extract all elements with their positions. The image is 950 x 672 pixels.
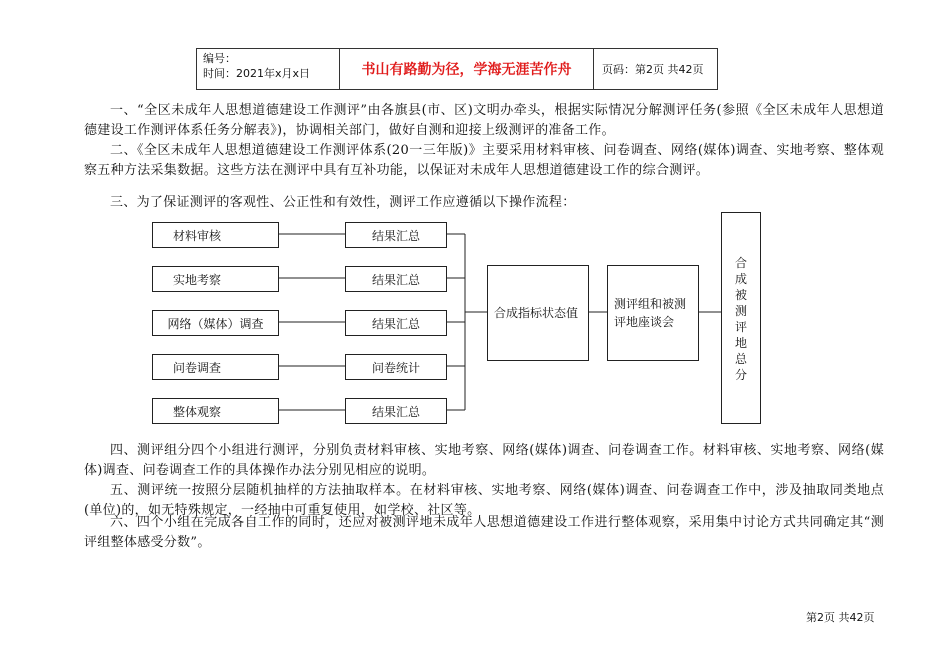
final-score-box xyxy=(721,212,761,424)
paragraph-3-text: 三、为了保证测评的客观性、公正性和有效性，测评工作应遵循以下操作流程： xyxy=(110,195,576,210)
result-box-3: 结果汇总 xyxy=(345,310,447,336)
discussion-box: 测评组和被测评地座谈会 xyxy=(607,265,699,361)
result-box-4: 问卷统计 xyxy=(345,354,447,380)
final-score-char: 被 xyxy=(734,288,747,302)
final-score-char: 评 xyxy=(734,320,747,334)
time-label: 时间：2021年x月x日 xyxy=(203,67,311,80)
final-score-char: 合 xyxy=(734,256,747,270)
final-score-char: 成 xyxy=(734,272,747,286)
paragraph-6 xyxy=(84,513,884,553)
method-box-network-survey: 网络（媒体）调查 xyxy=(152,310,279,336)
paragraph-2-text: 二、《全区未成年人思想道德建设工作测评体系(20一三年版)》主要采用材料审核、问卷调查、网络(媒体)调查、实地考察、整体观察五种方法采集数据。这些方法在测评中具有互补功能，以保证对未成年人思想道德建设工作的综合测评。 xyxy=(84,143,884,178)
paragraph-5-text: 五、测评统一按照分层随机抽样的方法抽取样本。在材料审核、实地考察、网络(媒体)调查、问卷调查工作中，涉及抽取同类地点(单位)的，如无特殊规定，一经抽中可重复使用，如学校、社区等。 xyxy=(84,483,884,518)
result-box-1: 结果汇总 xyxy=(345,222,447,248)
header-page-number: 页码：第2页 共42页 xyxy=(602,63,704,76)
method-box-material-review: 材料审核 xyxy=(152,222,279,248)
page-footer: 第2页 共42页 xyxy=(806,611,875,624)
final-score-char: 地 xyxy=(734,336,747,350)
method-box-questionnaire: 问卷调查 xyxy=(152,354,279,380)
paragraph-4-text: 四、测评组分四个小组进行测评，分别负责材料审核、实地考察、网络(媒体)调查、问卷调查工作。材料审核、实地考察、网络(媒体)调查、问卷调查工作的具体操作办法分别见相应的说明。 xyxy=(84,443,884,478)
final-score-char: 分 xyxy=(734,368,747,382)
result-box-2: 结果汇总 xyxy=(345,266,447,292)
header-motto: 书山有路勤为径，学海无涯苦作舟 xyxy=(340,49,594,89)
synthesis-box: 合成指标状态值 xyxy=(487,265,589,361)
code-label: 编号： xyxy=(203,52,236,65)
method-box-overall-observation: 整体观察 xyxy=(152,398,279,424)
final-score-char: 总 xyxy=(734,352,747,366)
final-score-char: 测 xyxy=(734,304,747,318)
method-box-field-visit: 实地考察 xyxy=(152,266,279,292)
paragraph-6-text: 六、四个小组在完成各自工作的同时，还应对被测评地未成年人思想道德建设工作进行整体观察，采用集中讨论方式共同确定其“测评组整体感受分数”。 xyxy=(84,515,884,550)
result-box-5: 结果汇总 xyxy=(345,398,447,424)
paragraph-4 xyxy=(84,441,884,481)
paragraph-1-text: 一、“全区未成年人思想道德建设工作测评”由各旗县(市、区)文明办牵头，根据实际情况分解测评任务(参照《全区未成年人思想道德建设工作测评体系任务分解表》)，协调相关部门，做好自测和迎接上级测评的准备工作。 xyxy=(84,103,884,138)
